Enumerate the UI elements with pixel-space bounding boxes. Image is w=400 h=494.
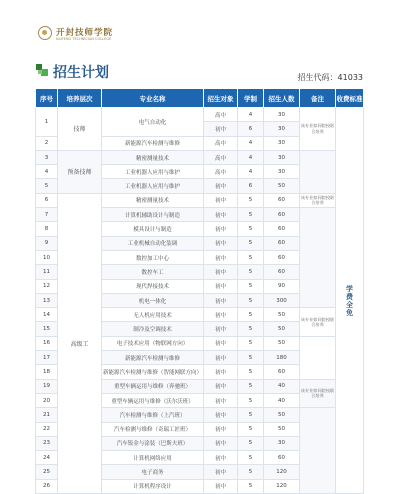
row-number: 20 <box>36 393 58 407</box>
enrollment-table <box>35 88 364 494</box>
enroll-count: 50 <box>264 179 300 193</box>
major-name: 重型车辆运用与维修（沃尔沃班） <box>102 393 204 407</box>
row-number: 10 <box>36 250 58 264</box>
row-number: 16 <box>36 336 58 350</box>
enroll-target: 初中 <box>204 379 238 393</box>
row-number: 25 <box>36 465 58 479</box>
row-number: 26 <box>36 479 58 493</box>
remark-cell: 该专业如同院校联合培养 <box>300 193 336 207</box>
major-name: 电气自动化 <box>102 108 204 137</box>
remark-cell <box>300 208 336 308</box>
major-name: 计算机程序设计 <box>102 479 204 493</box>
enroll-count: 30 <box>264 436 300 450</box>
enroll-target: 高中 <box>204 165 238 179</box>
enroll-count: 120 <box>264 479 300 493</box>
major-name: 重型车辆运用与维修（奔驰班） <box>102 379 204 393</box>
row-number: 19 <box>36 379 58 393</box>
training-level: 预备技师 <box>58 150 102 193</box>
enroll-count: 60 <box>264 451 300 465</box>
remark-cell <box>300 336 336 379</box>
column-header: 招生对象 <box>204 89 238 108</box>
enroll-count: 60 <box>264 222 300 236</box>
table-body <box>36 108 364 494</box>
study-years: 4 <box>238 108 264 122</box>
enroll-count: 30 <box>264 150 300 164</box>
enroll-target: 初中 <box>204 451 238 465</box>
row-number: 15 <box>36 322 58 336</box>
row-number: 4 <box>36 165 58 179</box>
study-years: 4 <box>238 136 264 150</box>
remark-cell <box>300 408 336 494</box>
column-header: 备注 <box>300 89 336 108</box>
major-name: 无人机应用技术 <box>102 308 204 322</box>
enroll-target: 初中 <box>204 322 238 336</box>
enroll-target: 初中 <box>204 179 238 193</box>
row-number: 6 <box>36 193 58 207</box>
enroll-target: 初中 <box>204 222 238 236</box>
study-years: 5 <box>238 365 264 379</box>
row-number: 23 <box>36 436 58 450</box>
row-number: 21 <box>36 408 58 422</box>
row-number: 14 <box>36 308 58 322</box>
major-name: 汽车钣金与涂装（巴斯夫班） <box>102 436 204 450</box>
row-number: 9 <box>36 236 58 250</box>
page-title: 招生计划 <box>53 65 109 81</box>
major-name: 电子商务 <box>102 465 204 479</box>
enroll-target: 初中 <box>204 250 238 264</box>
major-name: 制冷及空调技术 <box>102 322 204 336</box>
enroll-count: 120 <box>264 465 300 479</box>
study-years: 5 <box>238 451 264 465</box>
row-number: 24 <box>36 451 58 465</box>
school-name: 开封技师学院 <box>56 28 114 38</box>
remark-cell: 该专业如同院校联合培养 <box>300 108 336 151</box>
major-name: 机电一体化 <box>102 293 204 307</box>
enroll-count: 90 <box>264 279 300 293</box>
row-number: 12 <box>36 279 58 293</box>
enroll-target: 初中 <box>204 336 238 350</box>
school-name-en: KAIFENG TECHNICIAN COLLEGE <box>56 37 112 41</box>
title-squares-icon <box>36 64 48 76</box>
study-years: 5 <box>238 265 264 279</box>
enroll-target: 初中 <box>204 465 238 479</box>
training-level: 技师 <box>58 108 102 151</box>
enroll-count: 60 <box>264 193 300 207</box>
enroll-count: 50 <box>264 322 300 336</box>
major-name: 数控车工 <box>102 265 204 279</box>
row-number: 18 <box>36 365 58 379</box>
major-name: 汽车检测与维修（上汽班） <box>102 408 204 422</box>
study-years: 4 <box>238 165 264 179</box>
major-name: 工业机器人应用与维护 <box>102 179 204 193</box>
enroll-count: 60 <box>264 250 300 264</box>
major-name: 工业机器人应用与维护 <box>102 165 204 179</box>
enroll-count: 180 <box>264 351 300 365</box>
enroll-count: 60 <box>264 365 300 379</box>
enroll-target: 初中 <box>204 208 238 222</box>
study-years: 5 <box>238 479 264 493</box>
enroll-target: 初中 <box>204 279 238 293</box>
enroll-target: 初中 <box>204 265 238 279</box>
enroll-target: 初中 <box>204 236 238 250</box>
major-name: 新能源汽车检测与维修（智能网联方向） <box>102 365 204 379</box>
study-years: 5 <box>238 322 264 336</box>
table-header-row <box>36 89 364 108</box>
study-years: 5 <box>238 436 264 450</box>
major-name: 现代焊接技术 <box>102 279 204 293</box>
column-header: 学制 <box>238 89 264 108</box>
major-name: 工业机械自动化装调 <box>102 236 204 250</box>
row-number: 7 <box>36 208 58 222</box>
study-years: 5 <box>238 465 264 479</box>
enroll-target: 初中 <box>204 436 238 450</box>
study-years: 5 <box>238 408 264 422</box>
fee-standard: 学费全免 <box>336 108 364 494</box>
study-years: 5 <box>238 393 264 407</box>
study-years: 5 <box>238 293 264 307</box>
row-number: 11 <box>36 265 58 279</box>
enroll-target: 初中 <box>204 293 238 307</box>
enroll-target: 初中 <box>204 122 238 136</box>
study-years: 5 <box>238 193 264 207</box>
enroll-count: 50 <box>264 308 300 322</box>
enroll-count: 30 <box>264 136 300 150</box>
enroll-target: 初中 <box>204 193 238 207</box>
row-number: 22 <box>36 422 58 436</box>
table-row <box>36 150 364 164</box>
study-years: 5 <box>238 250 264 264</box>
remark-cell: 该专业如同院校联合培养 <box>300 308 336 337</box>
enroll-count: 60 <box>264 236 300 250</box>
enroll-count: 40 <box>264 393 300 407</box>
row-number: 1 <box>36 108 58 137</box>
study-years: 5 <box>238 308 264 322</box>
study-years: 5 <box>238 422 264 436</box>
enroll-count: 50 <box>264 422 300 436</box>
enroll-target: 初中 <box>204 422 238 436</box>
study-years: 5 <box>238 208 264 222</box>
column-header: 专业名称 <box>102 89 204 108</box>
table-row <box>36 193 364 207</box>
enroll-count: 40 <box>264 379 300 393</box>
column-header: 收费标准 <box>336 89 364 108</box>
major-name: 精密测量技术 <box>102 150 204 164</box>
enrollment-code: 招生代码：41033 <box>297 73 363 82</box>
enroll-target: 初中 <box>204 408 238 422</box>
enroll-count: 30 <box>264 108 300 122</box>
enroll-target: 初中 <box>204 393 238 407</box>
major-name: 电子技术应用（物联网方向） <box>102 336 204 350</box>
row-number: 8 <box>36 222 58 236</box>
major-name: 汽车检测与维修（奇瑞工匠班） <box>102 422 204 436</box>
major-name: 计算机网络应用 <box>102 451 204 465</box>
major-name: 新能源汽车检测与维修 <box>102 351 204 365</box>
enroll-count: 30 <box>264 122 300 136</box>
column-header: 培养层次 <box>58 89 102 108</box>
enroll-target: 初中 <box>204 365 238 379</box>
header-bar <box>0 0 400 44</box>
major-name: 计算机辅助设计与制造 <box>102 208 204 222</box>
study-years: 5 <box>238 236 264 250</box>
enroll-count: 30 <box>264 165 300 179</box>
row-number: 5 <box>36 179 58 193</box>
column-header: 招生人数 <box>264 89 300 108</box>
row-number: 2 <box>36 136 58 150</box>
enroll-target: 初中 <box>204 351 238 365</box>
study-years: 5 <box>238 279 264 293</box>
enroll-count: 60 <box>264 265 300 279</box>
row-number: 3 <box>36 150 58 164</box>
enroll-target: 高中 <box>204 108 238 122</box>
major-name: 精密测量技术 <box>102 193 204 207</box>
enroll-count: 50 <box>264 408 300 422</box>
study-years: 5 <box>238 222 264 236</box>
enroll-target: 初中 <box>204 308 238 322</box>
study-years: 5 <box>238 336 264 350</box>
table-row <box>36 108 364 122</box>
enroll-count: 50 <box>264 336 300 350</box>
column-header: 序号 <box>36 89 58 108</box>
enroll-count: 300 <box>264 293 300 307</box>
study-years: 4 <box>238 150 264 164</box>
enroll-target: 初中 <box>204 479 238 493</box>
major-name: 模具设计与制造 <box>102 222 204 236</box>
row-number: 17 <box>36 351 58 365</box>
school-logo-icon <box>38 26 52 40</box>
major-name: 新能源汽车检测与维修 <box>102 136 204 150</box>
study-years: 6 <box>238 179 264 193</box>
enroll-target: 高中 <box>204 150 238 164</box>
enroll-target: 高中 <box>204 136 238 150</box>
study-years: 5 <box>238 379 264 393</box>
remark-cell <box>300 150 336 193</box>
study-years: 6 <box>238 122 264 136</box>
study-years: 5 <box>238 351 264 365</box>
major-name: 数控加工中心 <box>102 250 204 264</box>
remark-cell: 该专业如同院校联合培养 <box>300 379 336 408</box>
training-level: 高级工 <box>58 193 102 493</box>
enroll-count: 60 <box>264 208 300 222</box>
row-number: 13 <box>36 293 58 307</box>
